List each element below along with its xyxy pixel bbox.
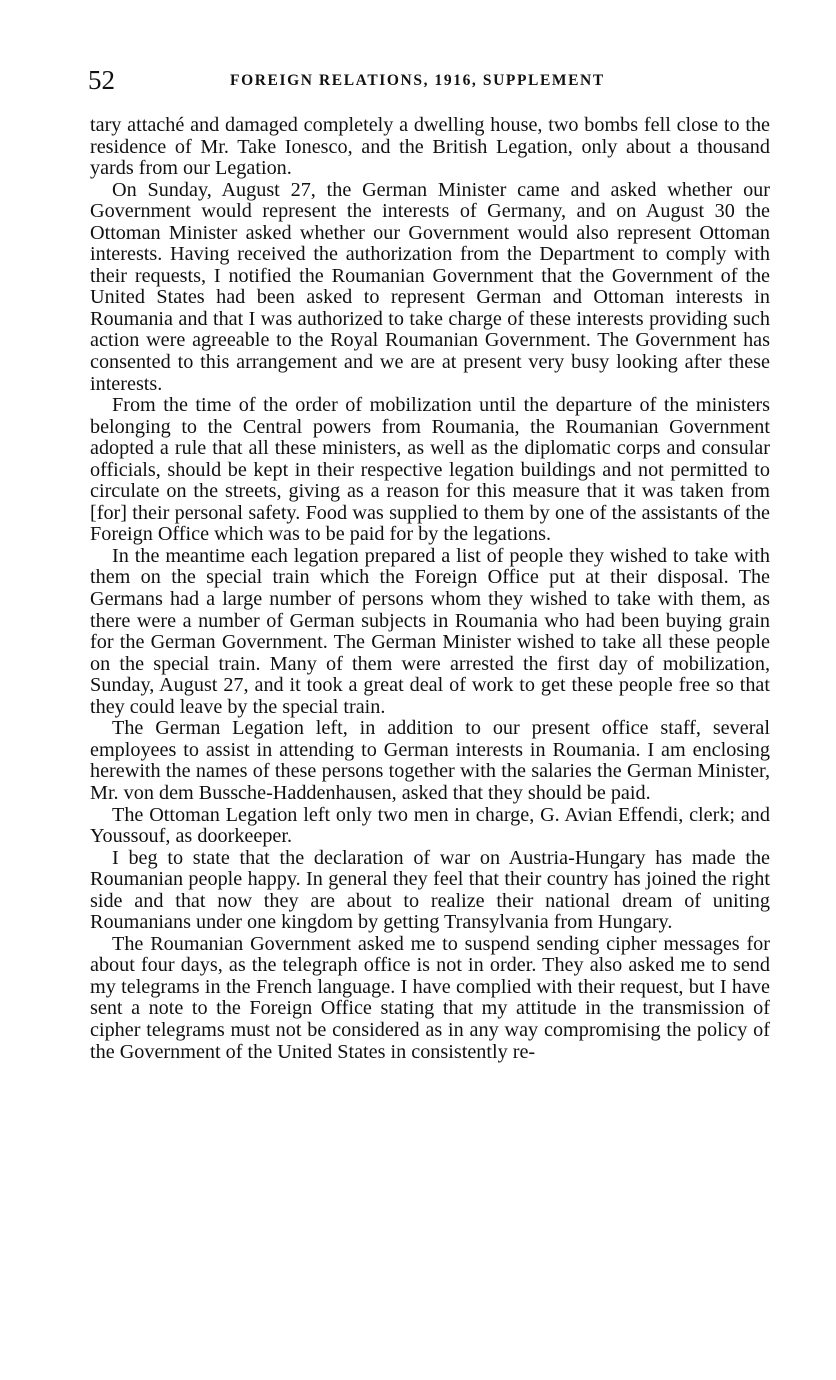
paragraph: On Sunday, August 27, the German Minister came and asked whether our Government would represent the interests of Germany, and on August 30 the Ottoman Minister asked whether our Government would also represent Ottoman interests. Having received the authorization from the Department to comply with their requests, I notified the Roumanian Government that the Government of the United States had been asked to represent German and Ottoman interests in Roumania and that I was authorized to take charge of these interests providing such action were agreeable to the Royal Roumanian Government. The Government has consented to this arrangement and we are at present very busy looking after these interests. — [90, 178, 770, 395]
running-head: FOREIGN RELATIONS, 1916, SUPPLEMENT — [230, 72, 605, 89]
paragraph: The Roumanian Government asked me to suspend sending cipher messages for about four days, as the telegraph office is not in order. They also asked me to send my telegrams in the French language. I have complied with their request, but I have sent a note to the Foreign Office stating that my attitude in the transmission of cipher telegrams must not be considered as in any way compromising the policy of the Government of the United States in consistently re- — [90, 932, 770, 1063]
paragraph-continuation: tary attaché and damaged completely a dwelling house, two bombs fell close to the residence of Mr. Take Ionesco, and the British Legation, only about a thousand yards from our Legation. — [90, 114, 770, 180]
paragraph: From the time of the order of mobilization until the departure of the ministers belonging to the Central powers from Roumania, the Roumanian Government adopted a rule that all these ministers, as well as the diplomatic corps and consular officials, should be kept in their respective legation buildings and not permitted to circulate on the streets, giving as a reason for this measure that it was taken from [for] their personal safety. Food was supplied to them by one of the assistants of the Foreign Office which was to be paid for by the legations. — [90, 394, 770, 546]
paragraph: The German Legation left, in addition to our present office staff, several employees to assist in attending to German interests in Roumania. I am enclosing herewith the names of these persons together with the salaries the German Minister, Mr. von dem Bussche-Haddenhausen, asked that they should be paid. — [90, 717, 770, 804]
paragraph: The Ottoman Legation left only two men in charge, G. Avian Effendi, clerk; and Youssouf, as doorkeeper. — [90, 803, 770, 848]
paragraph: In the meantime each legation prepared a list of people they wished to take with them on the special train which the Foreign Office put at their disposal. The Germans had a large number of persons whom they wished to take with them, as there were a number of German subjects in Roumania who had been buying grain for the German Government. The German Minister wished to take all these people on the special train. Many of them were arrested the first day of mobilization, Sunday, August 27, and it took a great deal of work to get these people free so that they could leave by the special train. — [90, 544, 770, 718]
page-number: 52 — [88, 65, 115, 95]
body-text — [90, 115, 770, 1063]
page-header — [88, 62, 770, 102]
paragraph: I beg to state that the declaration of war on Austria-Hungary has made the Roumanian people happy. In general they feel that their country has joined the right side and that now they are about to realize their national dream of uniting Roumanians under one kingdom by getting Transylvania from Hungary. — [90, 846, 770, 934]
